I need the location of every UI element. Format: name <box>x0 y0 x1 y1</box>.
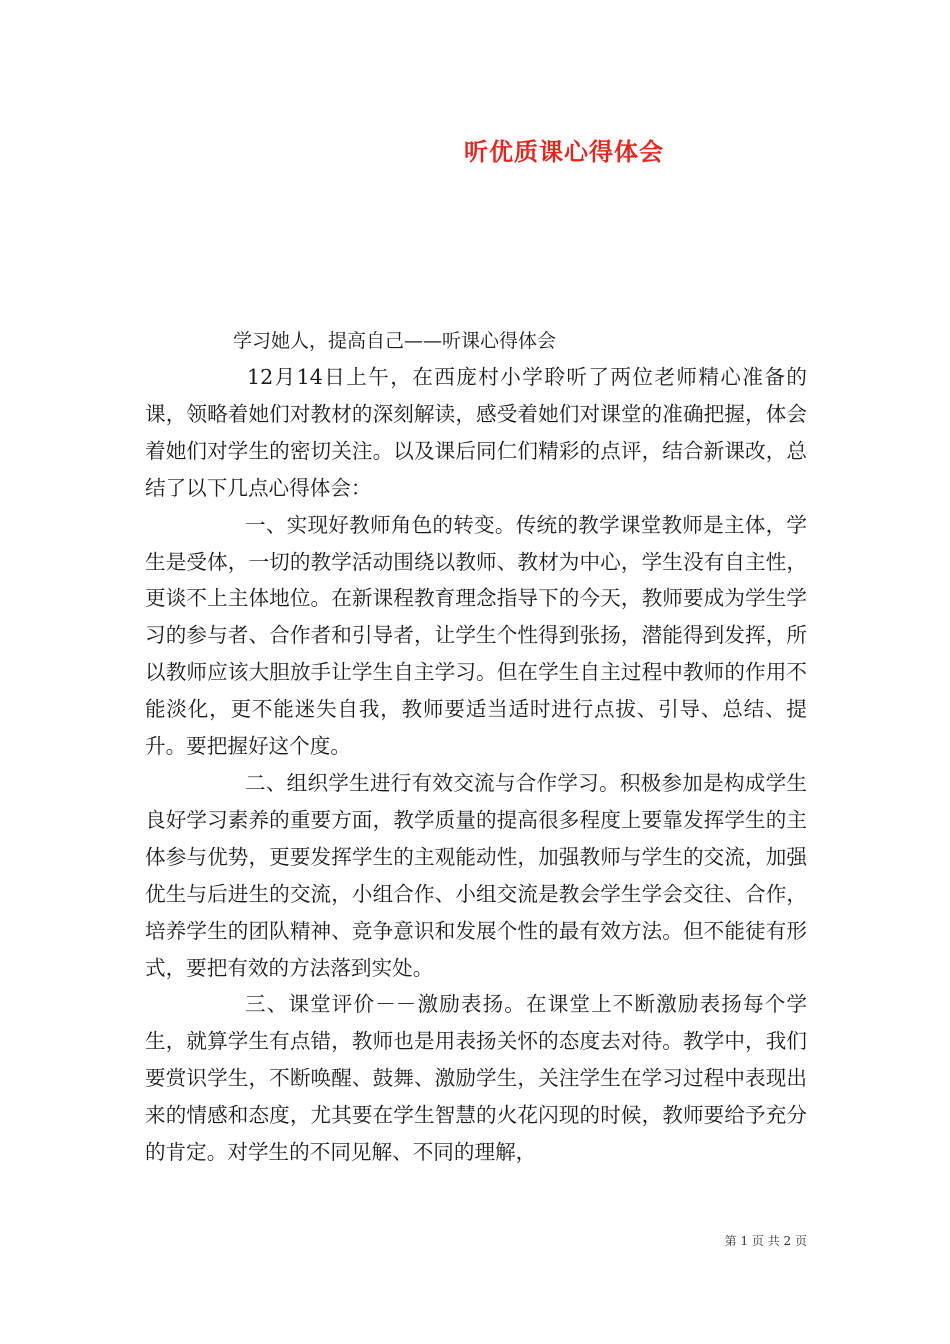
paragraph-point-1: 一、实现好教师角色的转变。传统的教学课堂教师是主体，学生是受体，一切的教学活动围绕以教师、教材为中心，学生没有自主性，更谈不上主体地位。在新课程教育理念指导下的今天，教师要成为学生学习的参与者、合作者和引导者，让学生个性得到张扬，潜能得到发挥，所以教师应该大胆放手让学生自主学习。但在学生自主过程中教师的作用不能淡化，更不能迷失自我，教师要适当适时进行点拔、引导、总结、提升。要把握好这个度。 <box>145 512 807 759</box>
paragraph-point-3: 三、课堂评价－－激励表扬。在课堂上不断激励表扬每个学生，就算学生有点错，教师也是用表扬关怀的态度去对待。教学中，我们要赏识学生，不断唤醒、鼓舞、激励学生，关注学生在学习过程中表现出来的情感和态度，尤其要在学生智慧的火花闪现的时候，教师要给予充分的肯定。对学生的不同见解、不同的理解， <box>145 992 807 1165</box>
document-title: 听优质课心得体会 <box>464 137 664 166</box>
document-body <box>145 359 807 1171</box>
paragraph-intro: 12月14日上午，在西庞村小学聆听了两位老师精心准备的课，领略着她们对教材的深刻解读，感受着她们对课堂的准确把握，体会着她们对学生的密切关注。以及课后同仁们精彩的点评，结合新课改，总结了以下几点心得体会： <box>145 365 807 500</box>
paragraph-point-2: 二、组织学生进行有效交流与合作学习。积极参加是构成学生良好学习素养的重要方面，教学质量的提高很多程度上要靠发挥学生的主体参与优势，更要发挥学生的主观能动性，加强教师与学生的交流，加强优生与后进生的交流，小组合作、小组交流是教会学生学会交往、合作，培养学生的团队精神、竞争意识和发展个性的最有效方法。但不能徒有形式，要把有效的方法落到实处。 <box>145 770 807 980</box>
document-subtitle: 学习她人，提高自己——听课心得体会 <box>233 330 557 352</box>
page-number: 第 1 页 共 2 页 <box>724 1234 807 1248</box>
